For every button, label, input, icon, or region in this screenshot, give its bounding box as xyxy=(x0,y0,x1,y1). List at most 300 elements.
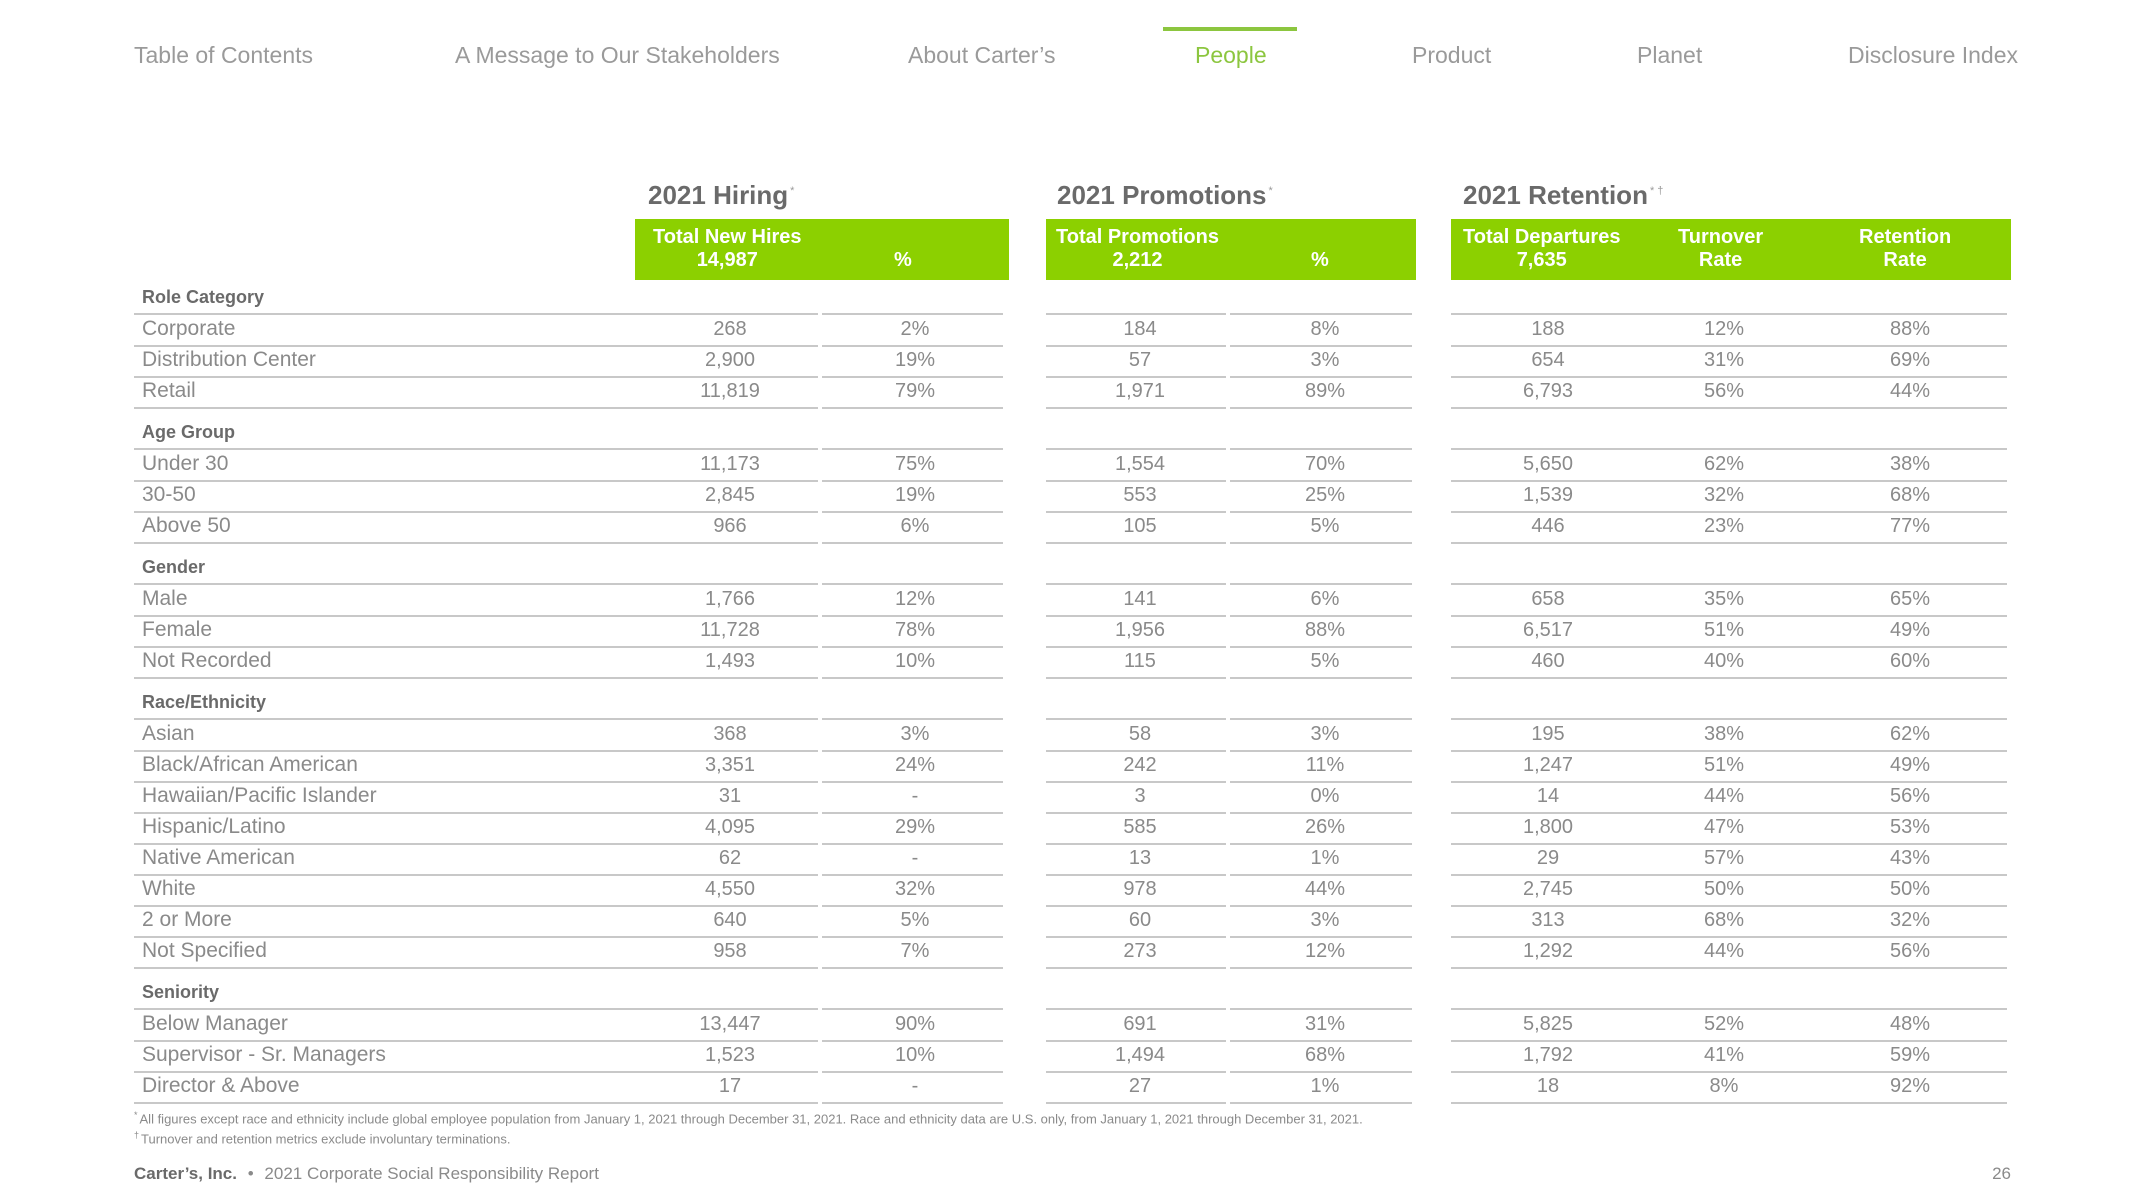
footer-company: Carter’s, Inc. xyxy=(134,1164,237,1183)
retention-header-value: 7,635 xyxy=(1516,249,1567,271)
promotions-header-percent: % xyxy=(1311,249,1329,271)
table-cell: 19% xyxy=(894,349,936,371)
row-divider xyxy=(822,967,1003,969)
row-divider xyxy=(1230,905,1412,907)
row-label: 30-50 xyxy=(142,483,196,506)
retention-header-turnover xyxy=(1678,226,1763,272)
row-divider xyxy=(822,677,1003,679)
table-cell: 31% xyxy=(1304,1013,1346,1035)
table-cell: 658 xyxy=(1531,588,1565,610)
row-label: 2 or More xyxy=(142,908,232,931)
row-divider xyxy=(1230,1071,1412,1073)
row-divider xyxy=(1451,1040,2007,1042)
nav-product[interactable]: Product xyxy=(1412,42,1492,68)
category-heading: Gender xyxy=(142,557,206,577)
table-cell: 24% xyxy=(894,754,936,776)
table-cell: 13 xyxy=(1128,847,1152,869)
table-divider xyxy=(134,1008,818,1010)
table-cell: 12% xyxy=(1304,940,1346,962)
row-divider xyxy=(134,511,818,513)
table-cell: 268 xyxy=(713,318,747,340)
row-divider xyxy=(822,874,1003,876)
row-label: Hispanic/Latino xyxy=(142,815,286,838)
row-label: Under 30 xyxy=(142,452,229,475)
table-divider xyxy=(1046,1008,1226,1010)
table-cell: 691 xyxy=(1123,1013,1157,1035)
nav-disclosure-index[interactable]: Disclosure Index xyxy=(1848,42,2019,68)
table-cell: 78% xyxy=(894,619,936,641)
footer-separator: • xyxy=(247,1164,254,1183)
table-cell: 2,745 xyxy=(1522,878,1574,900)
table-cell: 32% xyxy=(1703,484,1745,506)
retention-title-mark: * † xyxy=(1649,185,1664,198)
retention-title xyxy=(1463,180,1663,211)
row-label: Female xyxy=(142,618,213,641)
table-cell: 1,956 xyxy=(1114,619,1166,641)
row-divider xyxy=(1046,542,1226,544)
table-cell: 49% xyxy=(1889,619,1931,641)
table-cell: 68% xyxy=(1304,1044,1346,1066)
row-divider xyxy=(1230,615,1412,617)
table-cell: 8% xyxy=(1709,1075,1739,1097)
promotions-title-mark: * xyxy=(1268,185,1273,198)
table-divider xyxy=(134,583,818,585)
row-divider xyxy=(1230,812,1412,814)
table-cell: 188 xyxy=(1531,318,1565,340)
table-cell: 56% xyxy=(1889,940,1931,962)
row-divider xyxy=(1230,407,1412,409)
table-cell: 70% xyxy=(1304,453,1346,475)
table-cell: 40% xyxy=(1703,650,1745,672)
table-divider xyxy=(1230,313,1412,315)
row-divider xyxy=(134,750,818,752)
table-cell: 62 xyxy=(718,847,742,869)
table-divider xyxy=(134,718,818,720)
page-footer xyxy=(134,1164,599,1184)
row-label: Distribution Center xyxy=(142,348,316,371)
table-cell: 29 xyxy=(1536,847,1560,869)
row-divider xyxy=(134,905,818,907)
table-cell: 7% xyxy=(900,940,930,962)
table-cell: 1% xyxy=(1310,847,1340,869)
row-divider xyxy=(1046,967,1226,969)
table-cell: 38% xyxy=(1889,453,1931,475)
table-cell: 65% xyxy=(1889,588,1931,610)
row-divider xyxy=(822,407,1003,409)
row-divider xyxy=(134,677,818,679)
nav-planet[interactable]: Planet xyxy=(1637,42,1703,68)
row-divider xyxy=(134,1040,818,1042)
table-divider xyxy=(822,718,1003,720)
table-cell: 19% xyxy=(894,484,936,506)
row-label: Director & Above xyxy=(142,1074,300,1097)
table-cell: 56% xyxy=(1703,380,1745,402)
table-divider xyxy=(822,448,1003,450)
table-divider xyxy=(1046,313,1226,315)
table-cell: 3% xyxy=(1310,349,1340,371)
table-cell: - xyxy=(911,785,919,807)
footnote-1-mark: * xyxy=(134,1110,138,1120)
table-cell: 60 xyxy=(1128,909,1152,931)
row-divider xyxy=(1230,480,1412,482)
hiring-header-total xyxy=(653,226,802,272)
row-label: Not Recorded xyxy=(142,649,272,672)
hiring-title xyxy=(648,180,794,211)
turnover-header-line2: Rate xyxy=(1698,249,1743,271)
row-divider xyxy=(1046,1071,1226,1073)
table-divider xyxy=(1451,448,2007,450)
row-divider xyxy=(822,376,1003,378)
table-cell: 11,819 xyxy=(700,380,760,402)
promotions-title xyxy=(1057,180,1273,211)
table-divider xyxy=(134,313,818,315)
footnote-2 xyxy=(134,1130,511,1146)
table-divider xyxy=(1451,583,2007,585)
table-cell: 88% xyxy=(1304,619,1346,641)
footnote-1-text: All figures except race and ethnicity include global employee population from January 1, 2021 through December 31, 2021. Race and ethnicity data are U.S. only, from January 1, 2021 through December 31, 2021. xyxy=(139,1111,1363,1127)
row-label: Not Specified xyxy=(142,939,267,962)
table-cell: 53% xyxy=(1889,816,1931,838)
table-cell: 4,550 xyxy=(704,878,756,900)
row-divider xyxy=(1046,1040,1226,1042)
row-divider xyxy=(1451,615,2007,617)
row-label: Retail xyxy=(142,379,196,402)
category-heading: Seniority xyxy=(142,982,220,1002)
row-divider xyxy=(1451,843,2007,845)
table-cell: 11,728 xyxy=(700,619,760,641)
row-divider xyxy=(1451,345,2007,347)
category-heading: Role Category xyxy=(142,287,265,307)
table-cell: 13,447 xyxy=(699,1013,761,1035)
row-divider xyxy=(822,511,1003,513)
table-cell: 105 xyxy=(1123,515,1157,537)
row-divider xyxy=(822,905,1003,907)
table-cell: 184 xyxy=(1123,318,1157,340)
table-cell: 12% xyxy=(1703,318,1745,340)
table-cell: 58 xyxy=(1128,723,1152,745)
row-divider xyxy=(1230,511,1412,513)
table-cell: 6,793 xyxy=(1522,380,1574,402)
table-cell: 88% xyxy=(1889,318,1931,340)
table-cell: 5% xyxy=(900,909,930,931)
table-cell: 1,247 xyxy=(1522,754,1574,776)
row-divider xyxy=(1451,480,2007,482)
table-cell: 27 xyxy=(1128,1075,1152,1097)
table-cell: 44% xyxy=(1889,380,1931,402)
row-divider xyxy=(822,1102,1003,1104)
row-divider xyxy=(134,1102,818,1104)
table-cell: 1,766 xyxy=(704,588,756,610)
row-divider xyxy=(822,812,1003,814)
table-cell: 1,494 xyxy=(1114,1044,1166,1066)
table-cell: 35% xyxy=(1703,588,1745,610)
retention-title-text: 2021 Retention xyxy=(1463,180,1648,210)
row-divider xyxy=(1046,750,1226,752)
table-cell: 242 xyxy=(1123,754,1157,776)
table-cell: 75% xyxy=(894,453,936,475)
table-divider xyxy=(1230,1008,1412,1010)
row-divider xyxy=(822,345,1003,347)
table-cell: 1,539 xyxy=(1522,484,1574,506)
table-cell: 62% xyxy=(1889,723,1931,745)
row-divider xyxy=(1046,407,1226,409)
table-cell: 38% xyxy=(1703,723,1745,745)
table-cell: 51% xyxy=(1703,619,1745,641)
table-cell: 52% xyxy=(1703,1013,1745,1035)
row-divider xyxy=(1230,1102,1412,1104)
table-cell: 2,900 xyxy=(704,349,756,371)
row-divider xyxy=(1230,376,1412,378)
table-cell: 654 xyxy=(1531,349,1565,371)
footnote-2-mark: † xyxy=(134,1130,140,1140)
table-cell: 32% xyxy=(1889,909,1931,931)
row-divider xyxy=(134,936,818,938)
row-label: Corporate xyxy=(142,317,236,340)
footnote-2-text: Turnover and retention metrics exclude involuntary terminations. xyxy=(141,1131,511,1147)
table-cell: 3% xyxy=(1310,723,1340,745)
table-cell: 2% xyxy=(900,318,930,340)
table-cell: 68% xyxy=(1889,484,1931,506)
row-divider xyxy=(1451,812,2007,814)
table-cell: 43% xyxy=(1889,847,1931,869)
row-divider xyxy=(1230,936,1412,938)
table-divider xyxy=(134,448,818,450)
promotions-header-total xyxy=(1056,226,1219,272)
table-cell: 3% xyxy=(1310,909,1340,931)
row-divider xyxy=(1230,542,1412,544)
table-divider xyxy=(822,1008,1003,1010)
table-cell: 141 xyxy=(1123,588,1157,610)
table-cell: 6% xyxy=(900,515,930,537)
table-cell: 50% xyxy=(1703,878,1745,900)
row-divider xyxy=(1451,511,2007,513)
row-divider xyxy=(1046,1102,1226,1104)
row-divider xyxy=(134,542,818,544)
row-label: Supervisor - Sr. Managers xyxy=(142,1043,386,1066)
table-cell: 5% xyxy=(1310,515,1340,537)
table-cell: 23% xyxy=(1703,515,1745,537)
row-label: Below Manager xyxy=(142,1012,288,1035)
table-cell: 11% xyxy=(1305,754,1345,776)
table-cell: 1% xyxy=(1310,1075,1340,1097)
table-cell: 195 xyxy=(1531,723,1565,745)
table-cell: 966 xyxy=(713,515,747,537)
row-divider xyxy=(1046,511,1226,513)
row-divider xyxy=(1046,812,1226,814)
table-cell: 57 xyxy=(1128,349,1152,371)
hiring-header-label: Total New Hires xyxy=(653,226,802,248)
table-cell: 1,523 xyxy=(704,1044,756,1066)
table-cell: 47% xyxy=(1703,816,1745,838)
table-cell: 8% xyxy=(1310,318,1340,340)
table-cell: 1,971 xyxy=(1114,380,1166,402)
table-cell: 585 xyxy=(1123,816,1157,838)
row-divider xyxy=(1230,1040,1412,1042)
table-cell: 1,292 xyxy=(1522,940,1574,962)
hiring-title-text: 2021 Hiring xyxy=(648,180,789,210)
table-cell: 62% xyxy=(1703,453,1745,475)
table-cell: 92% xyxy=(1889,1075,1931,1097)
row-divider xyxy=(822,843,1003,845)
table-cell: 14 xyxy=(1536,785,1560,807)
row-divider xyxy=(134,646,818,648)
table-cell: 79% xyxy=(894,380,936,402)
table-cell: 90% xyxy=(894,1013,936,1035)
row-label: Asian xyxy=(142,722,195,745)
table-cell: 958 xyxy=(713,940,747,962)
table-cell: - xyxy=(911,1075,919,1097)
category-heading: Race/Ethnicity xyxy=(142,692,267,712)
table-cell: 6,517 xyxy=(1522,619,1574,641)
table-cell: 10% xyxy=(894,1044,936,1066)
retention-header-retention xyxy=(1859,226,1951,272)
table-divider xyxy=(1451,313,2007,315)
table-cell: 60% xyxy=(1889,650,1931,672)
row-divider xyxy=(134,843,818,845)
row-divider xyxy=(1046,874,1226,876)
row-divider xyxy=(1451,905,2007,907)
table-cell: 5,825 xyxy=(1522,1013,1574,1035)
row-divider xyxy=(1451,1102,2007,1104)
table-divider xyxy=(1451,1008,2007,1010)
row-divider xyxy=(134,345,818,347)
table-cell: 10% xyxy=(894,650,936,672)
row-label: Hawaiian/Pacific Islander xyxy=(142,784,377,807)
table-cell: 553 xyxy=(1123,484,1157,506)
row-divider xyxy=(134,407,818,409)
table-cell: 4,095 xyxy=(704,816,756,838)
table-cell: 56% xyxy=(1889,785,1931,807)
row-divider xyxy=(1046,843,1226,845)
row-divider xyxy=(822,1071,1003,1073)
table-cell: 31 xyxy=(718,785,742,807)
table-divider xyxy=(1451,718,2007,720)
table-cell: 1,554 xyxy=(1114,453,1166,475)
table-cell: 44% xyxy=(1304,878,1346,900)
nav-people[interactable]: People xyxy=(1195,42,1267,68)
row-divider xyxy=(1451,376,2007,378)
row-divider xyxy=(1230,677,1412,679)
turnover-header-line1: Turnover xyxy=(1678,226,1764,248)
table-cell: 1,800 xyxy=(1522,816,1574,838)
category-heading: Age Group xyxy=(142,422,235,442)
hiring-header-value: 14,987 xyxy=(696,249,758,271)
row-divider xyxy=(1046,615,1226,617)
row-divider xyxy=(134,967,818,969)
nav-message-to-stakeholders[interactable]: A Message to Our Stakeholders xyxy=(455,42,780,68)
table-cell: 5,650 xyxy=(1522,453,1574,475)
promotions-title-text: 2021 Promotions xyxy=(1057,180,1267,210)
table-cell: 49% xyxy=(1889,754,1931,776)
table-cell: 3,351 xyxy=(704,754,756,776)
table-divider xyxy=(822,313,1003,315)
table-cell: 48% xyxy=(1889,1013,1931,1035)
row-divider xyxy=(1451,750,2007,752)
table-cell: 77% xyxy=(1889,515,1931,537)
table-cell: 29% xyxy=(894,816,936,838)
retention-rate-header-line2: Rate xyxy=(1883,249,1927,271)
row-divider xyxy=(1451,1071,2007,1073)
table-divider xyxy=(1046,583,1226,585)
row-divider xyxy=(134,615,818,617)
table-divider xyxy=(822,583,1003,585)
row-divider xyxy=(822,1040,1003,1042)
row-divider xyxy=(1451,967,2007,969)
row-divider xyxy=(822,646,1003,648)
row-divider xyxy=(134,874,818,876)
nav-about-carters[interactable]: About Carter’s xyxy=(908,42,1056,68)
footer-report-title: 2021 Corporate Social Responsibility Report xyxy=(264,1164,599,1183)
retention-header-label: Total Departures xyxy=(1463,226,1621,248)
table-cell: 89% xyxy=(1304,380,1346,402)
table-cell: - xyxy=(911,847,919,869)
row-divider xyxy=(1046,376,1226,378)
row-divider xyxy=(822,480,1003,482)
table-cell: 640 xyxy=(713,909,747,931)
page-number: 26 xyxy=(1992,1164,2011,1183)
row-label: Above 50 xyxy=(142,514,231,537)
row-divider xyxy=(1230,874,1412,876)
table-cell: 1,493 xyxy=(704,650,756,672)
table-cell: 44% xyxy=(1703,785,1745,807)
nav-active-indicator xyxy=(1163,27,1297,31)
row-divider xyxy=(1451,874,2007,876)
table-cell: 2,845 xyxy=(704,484,756,506)
table-cell: 17 xyxy=(718,1075,742,1097)
table-cell: 18 xyxy=(1536,1075,1560,1097)
table-cell: 51% xyxy=(1703,754,1745,776)
footnote-1 xyxy=(134,1110,1363,1126)
table-cell: 31% xyxy=(1703,349,1745,371)
row-divider xyxy=(1451,677,2007,679)
table-cell: 57% xyxy=(1703,847,1745,869)
nav-table-of-contents[interactable]: Table of Contents xyxy=(134,42,314,68)
table-cell: 44% xyxy=(1703,940,1745,962)
row-divider xyxy=(1046,936,1226,938)
row-divider xyxy=(1230,646,1412,648)
table-cell: 273 xyxy=(1123,940,1157,962)
table-cell: 41% xyxy=(1703,1044,1745,1066)
table-cell: 460 xyxy=(1531,650,1565,672)
row-label: Male xyxy=(142,587,188,610)
table-cell: 115 xyxy=(1124,650,1156,672)
row-divider xyxy=(822,542,1003,544)
row-label: Black/African American xyxy=(142,753,358,776)
table-cell: 0% xyxy=(1310,785,1340,807)
row-divider xyxy=(134,1071,818,1073)
table-cell: 368 xyxy=(713,723,747,745)
hiring-title-mark: * xyxy=(790,185,795,198)
promotions-header-label: Total Promotions xyxy=(1056,226,1219,248)
table-cell: 978 xyxy=(1123,878,1157,900)
row-divider xyxy=(1230,967,1412,969)
table-cell: 3 xyxy=(1134,785,1146,807)
table-divider xyxy=(1046,448,1226,450)
row-divider xyxy=(822,615,1003,617)
table-cell: 6% xyxy=(1310,588,1340,610)
table-divider xyxy=(1230,583,1412,585)
row-divider xyxy=(1451,646,2007,648)
row-divider xyxy=(1451,781,2007,783)
table-cell: 5% xyxy=(1310,650,1340,672)
row-divider xyxy=(1046,480,1226,482)
row-divider xyxy=(1451,407,2007,409)
table-cell: 59% xyxy=(1889,1044,1931,1066)
row-label: Native American xyxy=(142,846,295,869)
table-cell: 50% xyxy=(1889,878,1931,900)
retention-rate-header-line1: Retention xyxy=(1859,226,1952,248)
retention-header-total xyxy=(1463,226,1620,272)
